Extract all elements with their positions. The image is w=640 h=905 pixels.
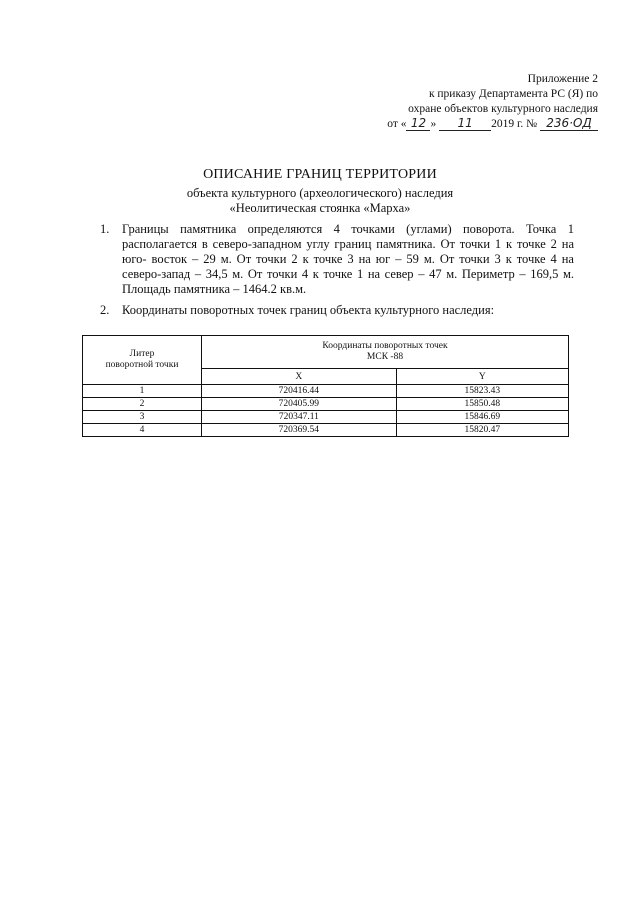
cell-point: 4	[83, 424, 202, 437]
header-coords-line2: МСК -88	[366, 352, 404, 362]
document-subtitle-2: «Неолитическая стоянка «Марха»	[229, 201, 411, 215]
document-subtitle-1: объекта культурного (археологического) наследия	[186, 186, 454, 200]
cell-point: 3	[83, 411, 202, 424]
paragraph-number: 1.	[100, 222, 110, 236]
appendix-header	[387, 72, 598, 132]
appendix-order-ref: к приказу Департамента РС (Я) по	[428, 88, 598, 100]
cell-x: 720369.54	[202, 424, 397, 437]
coordinates-table	[82, 335, 569, 437]
order-day: 12	[406, 117, 430, 131]
cell-point: 1	[83, 385, 202, 398]
cell-y: 15850.48	[396, 398, 568, 411]
appendix-title: Приложение 2	[527, 73, 598, 85]
cell-x: 720405.99	[202, 398, 397, 411]
order-number: 236·ОД	[540, 117, 598, 131]
header-point-line2: поворотной точки	[105, 360, 179, 370]
cell-y: 15820.47	[396, 424, 568, 437]
header-point-line1: Литер	[129, 349, 155, 359]
paragraph-text: Координаты поворотных точек границ объекта культурного наследия:	[122, 303, 495, 317]
table-row	[83, 411, 569, 424]
order-date-line	[387, 117, 598, 132]
order-month: 11	[439, 117, 491, 131]
from-prefix: от «	[387, 118, 407, 130]
header-coords-line1: Координаты поворотных точек	[322, 341, 448, 351]
paragraph-text: Границы памятника определяются 4 точками (углами) поворота. Точка 1 располагается в северо-западном углу границ памятника. От точки 1 к точке 2 на юго- восток – 29 м. От точки 2 к точке 3 на юг – 59 м. От точки 3 к точке 4 на северо-запад – 34,5 м. От точки 4 к точке 1 на север – 47 м. Периметр – 169,5 м. Площадь памятника – 1464.2 кв.м.	[122, 222, 574, 296]
table-row	[83, 398, 569, 411]
paragraph-number: 2.	[100, 303, 110, 317]
quote-close: »	[430, 118, 437, 130]
paragraph-1	[100, 222, 574, 297]
cell-x: 720416.44	[202, 385, 397, 398]
cell-x: 720347.11	[202, 411, 397, 424]
cell-y: 15846.69	[396, 411, 568, 424]
table-row	[83, 424, 569, 437]
document-title: ОПИСАНИЕ ГРАНИЦ ТЕРРИТОРИИ	[203, 167, 437, 182]
header-point-letter	[83, 336, 202, 385]
order-year-text: 2019 г. №	[491, 118, 538, 130]
cell-y: 15823.43	[396, 385, 568, 398]
table-row	[83, 385, 569, 398]
header-y: Y	[396, 369, 568, 385]
header-coordinates	[202, 336, 569, 369]
header-x: X	[202, 369, 397, 385]
appendix-department: охране объектов культурного наследия	[408, 103, 598, 115]
paragraph-2	[100, 303, 574, 318]
cell-point: 2	[83, 398, 202, 411]
